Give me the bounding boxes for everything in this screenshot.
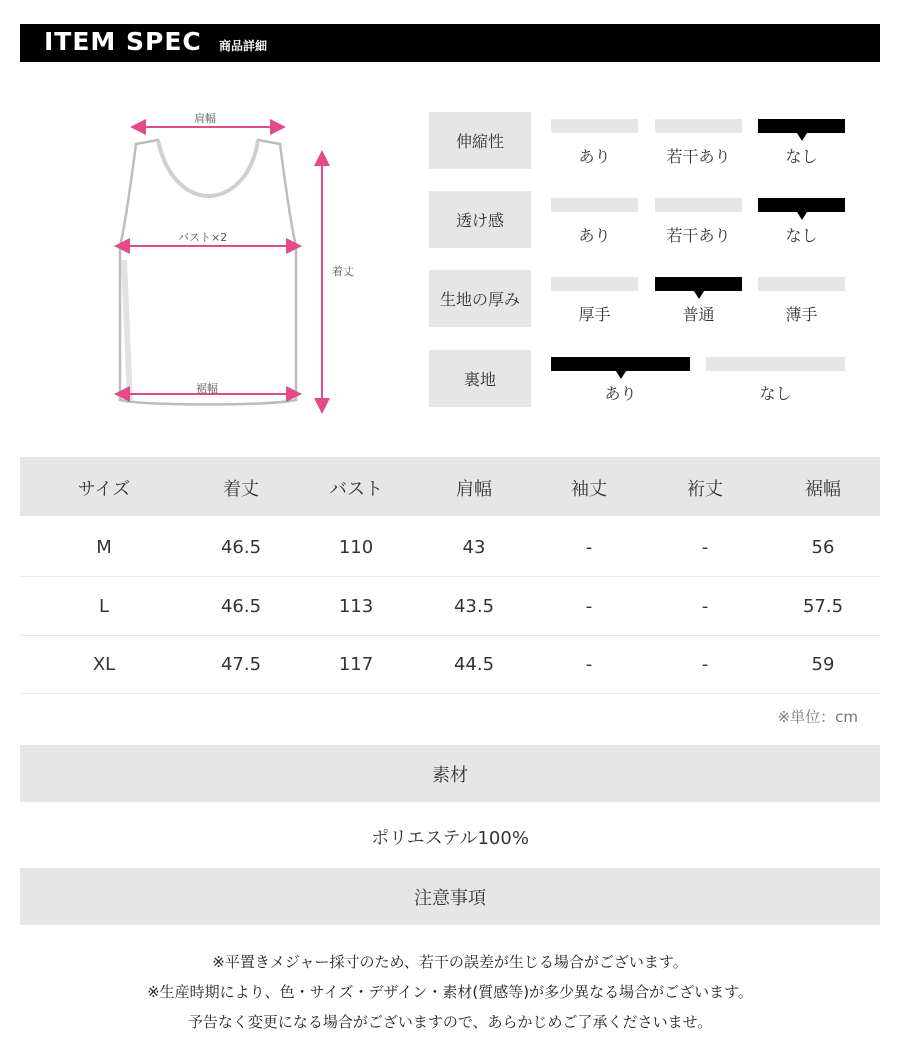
table-cell: 113 bbox=[338, 596, 374, 617]
table-cell: - bbox=[585, 537, 593, 558]
length-label: 着丈 bbox=[332, 265, 354, 278]
table-cell: 43.5 bbox=[453, 596, 495, 617]
notes-heading: 注意事項 bbox=[20, 868, 880, 925]
sheer-bar-1 bbox=[551, 198, 638, 212]
note-line-2: ※生産時期により、色・サイズ・デザイン・素材(質感等)が多少異なる場合がございます。 bbox=[147, 983, 753, 1001]
thickness-option-3: 薄手 bbox=[785, 305, 818, 324]
material-heading: 素材 bbox=[20, 745, 880, 802]
row-divider bbox=[20, 576, 880, 577]
material-value: ポリエステル100% bbox=[371, 828, 529, 849]
lining-option-1: あり bbox=[604, 384, 637, 403]
row-divider bbox=[20, 693, 880, 694]
thickness-bar-3 bbox=[758, 277, 845, 291]
stretch-option-2: 若干あり bbox=[666, 147, 731, 166]
sheer-bar-3-selected bbox=[758, 198, 845, 212]
spec-label-thickness: 生地の厚み bbox=[429, 270, 531, 327]
stretch-bar-2 bbox=[655, 119, 742, 133]
stretch-bar-3-selected bbox=[758, 119, 845, 133]
table-cell: 117 bbox=[338, 654, 374, 675]
stretch-option-1: あり bbox=[578, 147, 611, 166]
thickness-bar-1 bbox=[551, 277, 638, 291]
table-cell: - bbox=[585, 654, 593, 675]
table-cell: 44.5 bbox=[453, 654, 495, 675]
tank-top-illustration bbox=[100, 100, 380, 420]
table-cell: - bbox=[701, 537, 709, 558]
table-cell: - bbox=[585, 596, 593, 617]
shoulder-label: 肩幅 bbox=[194, 112, 216, 125]
table-cell: - bbox=[701, 654, 709, 675]
spec-label-lining: 裏地 bbox=[429, 350, 531, 407]
section-header bbox=[20, 24, 880, 62]
size-table-header bbox=[20, 457, 880, 516]
col-header-sleeve: 袖丈 bbox=[571, 479, 607, 500]
lining-bar-2 bbox=[706, 357, 845, 371]
sheer-bar-2 bbox=[655, 198, 742, 212]
sheer-option-1: あり bbox=[578, 226, 611, 245]
table-cell: XL bbox=[92, 654, 116, 675]
table-cell: 59 bbox=[811, 654, 835, 675]
thickness-bar-2-selected bbox=[655, 277, 742, 291]
table-cell: 56 bbox=[811, 537, 835, 558]
col-header-shoulder: 肩幅 bbox=[456, 479, 492, 500]
note-line-3: 予告なく変更になる場合がございますので、あらかじめご了承くださいませ。 bbox=[187, 1013, 713, 1031]
stretch-bar-1 bbox=[551, 119, 638, 133]
spec-label-stretch: 伸縮性 bbox=[429, 112, 531, 169]
stretch-option-3: なし bbox=[785, 147, 818, 166]
col-header-bust: バスト bbox=[329, 479, 383, 500]
sheer-option-3: なし bbox=[785, 226, 818, 245]
table-cell: 47.5 bbox=[220, 654, 262, 675]
garment-diagram bbox=[100, 100, 380, 420]
lining-bar-1-selected bbox=[551, 357, 690, 371]
hem-label: 裾幅 bbox=[196, 382, 218, 395]
col-header-size: サイズ bbox=[77, 479, 131, 500]
header-title: ITEM SPEC bbox=[44, 27, 202, 56]
spec-label-sheerness: 透け感 bbox=[429, 191, 531, 248]
bust-label: バスト×2 bbox=[178, 231, 228, 244]
table-cell: 110 bbox=[338, 537, 374, 558]
col-header-yuki: 裄丈 bbox=[687, 479, 723, 500]
col-header-hem: 裾幅 bbox=[805, 479, 841, 500]
table-cell: 57.5 bbox=[802, 596, 844, 617]
col-header-length: 着丈 bbox=[223, 479, 259, 500]
table-cell: L bbox=[98, 596, 110, 617]
note-line-1: ※平置きメジャー採寸のため、若干の誤差が生じる場合がございます。 bbox=[212, 953, 688, 971]
sheer-option-2: 若干あり bbox=[666, 226, 731, 245]
lining-option-2: なし bbox=[759, 384, 792, 403]
table-cell: - bbox=[701, 596, 709, 617]
table-cell: M bbox=[96, 537, 112, 558]
table-cell: 46.5 bbox=[220, 537, 262, 558]
thickness-option-2: 普通 bbox=[682, 305, 715, 324]
row-divider bbox=[20, 635, 880, 636]
thickness-option-1: 厚手 bbox=[578, 305, 611, 324]
table-cell: 46.5 bbox=[220, 596, 262, 617]
header-subtitle: 商品詳細 bbox=[219, 39, 268, 53]
unit-note: ※単位：cm bbox=[777, 708, 858, 726]
table-cell: 43 bbox=[462, 537, 486, 558]
